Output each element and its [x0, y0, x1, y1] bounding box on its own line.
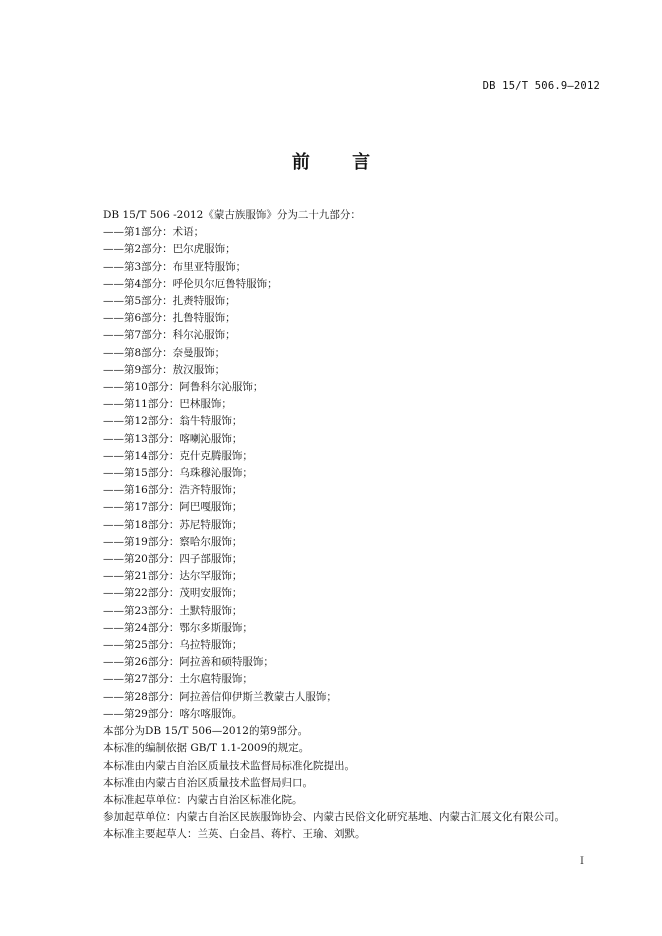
- part-list-item: ——第16部分：浩齐特服饰；: [103, 484, 243, 497]
- document-code: DB 15/T 506.9—2012: [482, 80, 600, 92]
- part-list-item: ——第21部分：达尔罕服饰；: [103, 570, 243, 583]
- part-list-item: ——第29部分：喀尔喀服饰。: [103, 707, 243, 720]
- part-list-item: ——第28部分：阿拉善信仰伊斯兰教蒙古人服饰；: [103, 690, 337, 703]
- intro-line: DB 15/T 506 -2012《蒙古族服饰》分为二十九部分：: [103, 209, 361, 221]
- part-list-item: ——第17部分：阿巴嘎服饰；: [103, 501, 243, 514]
- parts-list: [103, 224, 623, 723]
- part-list-item: ——第14部分：克什克腾服饰；: [103, 449, 253, 462]
- statement-line: 本标准起草单位：内蒙古自治区标准化院。: [103, 793, 303, 806]
- page-number: I: [580, 856, 584, 867]
- part-list-item: ——第13部分：喀喇沁服饰；: [103, 432, 243, 445]
- part-list-item: ——第24部分：鄂尔多斯服饰；: [103, 621, 253, 634]
- part-list-item: ——第7部分：科尔沁服饰；: [103, 329, 236, 342]
- part-list-item: ——第4部分：呼伦贝尔厄鲁特服饰；: [103, 277, 278, 290]
- part-list-item: ——第1部分：术语；: [103, 226, 205, 239]
- part-list-item: ——第19部分：察哈尔服饰；: [103, 535, 243, 548]
- statement-line: 本标准的编制依据 GB/T 1.1-2009的规定。: [103, 742, 310, 755]
- statement-line: 参加起草单位：内蒙古自治区民族服饰协会、内蒙古民俗文化研究基地、内蒙古汇展文化有限公司。: [103, 811, 565, 824]
- part-list-item: ——第11部分：巴林服饰；: [103, 398, 232, 411]
- statement-line: 本标准由内蒙古自治区质量技术监督局标准化院提出。: [103, 759, 355, 772]
- part-list-item: ——第18部分：苏尼特服饰；: [103, 518, 243, 531]
- statement-line: 本标准由内蒙古自治区质量技术监督局归口。: [103, 776, 313, 789]
- part-list-item: ——第5部分：扎赉特服饰；: [103, 295, 236, 308]
- part-list-item: ——第15部分：乌珠穆沁服饰；: [103, 467, 253, 480]
- part-list-item: ——第27部分：土尔扈特服饰；: [103, 673, 253, 686]
- part-list-item: ——第6部分：扎鲁特服饰；: [103, 312, 236, 325]
- page-title: 前 言: [291, 152, 389, 173]
- foreword-body: [103, 207, 623, 844]
- part-list-item: ——第3部分：布里亚特服饰；: [103, 260, 247, 273]
- part-list-item: ——第2部分：巴尔虎服饰；: [103, 243, 236, 256]
- statement-line: 本标准主要起草人：兰英、白金昌、蒋柠、王瑜、刘默。: [103, 828, 366, 841]
- part-list-item: ——第20部分：四子部服饰；: [103, 553, 243, 566]
- statements-list: [103, 723, 623, 843]
- part-list-item: ——第26部分：阿拉善和硕特服饰；: [103, 656, 274, 669]
- part-list-item: ——第25部分：乌拉特服饰；: [103, 639, 243, 652]
- part-list-item: ——第10部分：阿鲁科尔沁服饰；: [103, 381, 264, 394]
- part-list-item: ——第22部分：茂明安服饰；: [103, 587, 243, 600]
- part-list-item: ——第12部分：翁牛特服饰；: [103, 415, 243, 428]
- part-list-item: ——第23部分：土默特服饰；: [103, 604, 243, 617]
- statement-line: 本部分为DB 15/T 506—2012的第9部分。: [103, 725, 309, 738]
- part-list-item: ——第9部分：敖汉服饰；: [103, 363, 226, 376]
- part-list-item: ——第8部分：奈曼服饰；: [103, 346, 226, 359]
